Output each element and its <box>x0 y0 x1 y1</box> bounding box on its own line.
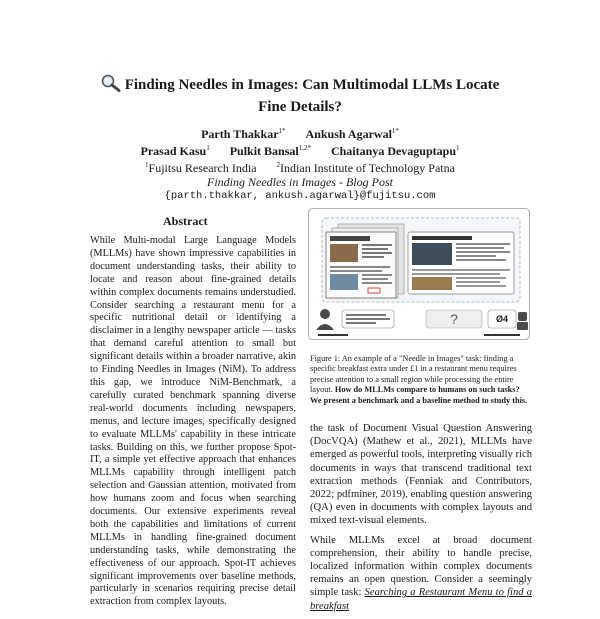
paper-title <box>90 74 510 117</box>
figure-caption <box>310 354 532 406</box>
zoom-photo <box>412 243 452 265</box>
author-line-1: Parth Thakkar$^{1*}$ Ankush Agarwal$^{1*}$ <box>201 127 399 141</box>
author-line-2: Prasad Kasu$^1$ Pulkit Bansal$^{1,2*}$ Chaitanya Devaguptapu$^1$ <box>140 144 460 158</box>
food-photo-2 <box>330 274 358 290</box>
magnifier-icon <box>101 74 121 98</box>
question-mark: ? <box>450 311 458 327</box>
author-name: Parth Thakkar <box>201 127 279 141</box>
author-name: Chaitanya Devaguptapu <box>330 144 456 158</box>
caption-bold: How do MLLMs compare to humans on such tasks? We present a benchmark and a baseline method to study this. <box>310 385 528 405</box>
author-name: Pulkit Bansal <box>229 144 299 158</box>
author-block <box>80 124 520 203</box>
food-photo <box>330 244 358 262</box>
author-name: Prasad Kasu <box>140 144 207 158</box>
abstract-text: While Multi-modal Large Language Models (MLLMs) have shown impressive capabilities in document understanding tasks, their ability to locate and reason about fine-grained details within complex documents remains understudied. Consider searching a restaurant menu for a specific nutritional detail or identifying a disclaimer in a lengthy newspaper article — tasks that demand careful attention to small but significant details within a broader narrative, akin to Finding Needles in Images (NiM). To address this gap, we introduce NiM-Benchmark, a carefully curated benchmark spanning diverse real-world documents including newspapers, menus, and lecture images, specifically designed to evaluate MLLMs' capability in these intricate tasks. Building on this, we further propose Spot-IT, a simple yet effective approach that enhances MLLMs capability through intelligent patch selection and Gaussian attention, motivated from how humans zoom and focus when searching documents. Our extensive experiments reveal both the capabilities and limitations of current MLLMs in handling fine-grained document understanding tasks, while demonstrating the effectiveness of our approach. Spot-IT achieves significant improvements over baseline methods, particularly in scenarios requiring precise detail extraction from complex layouts. <box>90 235 296 608</box>
zoom-photo-2 <box>412 277 452 290</box>
blog-post-link[interactable]: Finding Needles in Images - Blog Post <box>207 175 393 189</box>
caption-text: Figure 1: An example of a "Needle in Images" task: finding a specific breakfast extra under £1 in a restaurant menu requires precise attention to a small region while processing the entire layout. <box>310 354 517 395</box>
author-name: Ankush Agarwal <box>305 127 392 141</box>
affiliations: $^1$Fujitsu Research India $^2$Indian Institute of Technology Patna <box>145 161 455 175</box>
abstract-heading: Abstract <box>163 214 208 228</box>
intro-column <box>310 422 532 619</box>
figure-illustration <box>308 208 530 358</box>
intro-paragraph-2: While MLLMs excel at broad document comprehension, their ability to handle precise, localized information within complex documents remains an open question. Consider a seemingly simple task: Searching a Restaurant Menu to find a breakfast <box>310 534 532 612</box>
menu-header <box>330 236 370 241</box>
title-text: Finding Needles in Images: Can Multimodal LLMs Locate Fine Details? <box>124 77 500 115</box>
intro-paragraph-1: the task of Document Visual Question Answering (DocVQA) (Mathew et al., 2021), MLLMs have emerged as powerful tools, interpreting visually rich documents in ways that transcend traditional text extraction methods (Fenniak and Contributors, 2022; pdfminer, 2019), enabling question answering (QA) even in documents with complex layouts and mixed text-visual elements. <box>310 423 532 527</box>
model-answer-text: Ø4 <box>495 314 509 324</box>
author-emails: {parth.thakkar, ankush.agarwal}@fujitsu.com <box>164 190 436 202</box>
intro-italic-example: Searching a Restaurant Menu to find a breakfast <box>310 587 532 612</box>
figure-1 <box>308 208 530 358</box>
